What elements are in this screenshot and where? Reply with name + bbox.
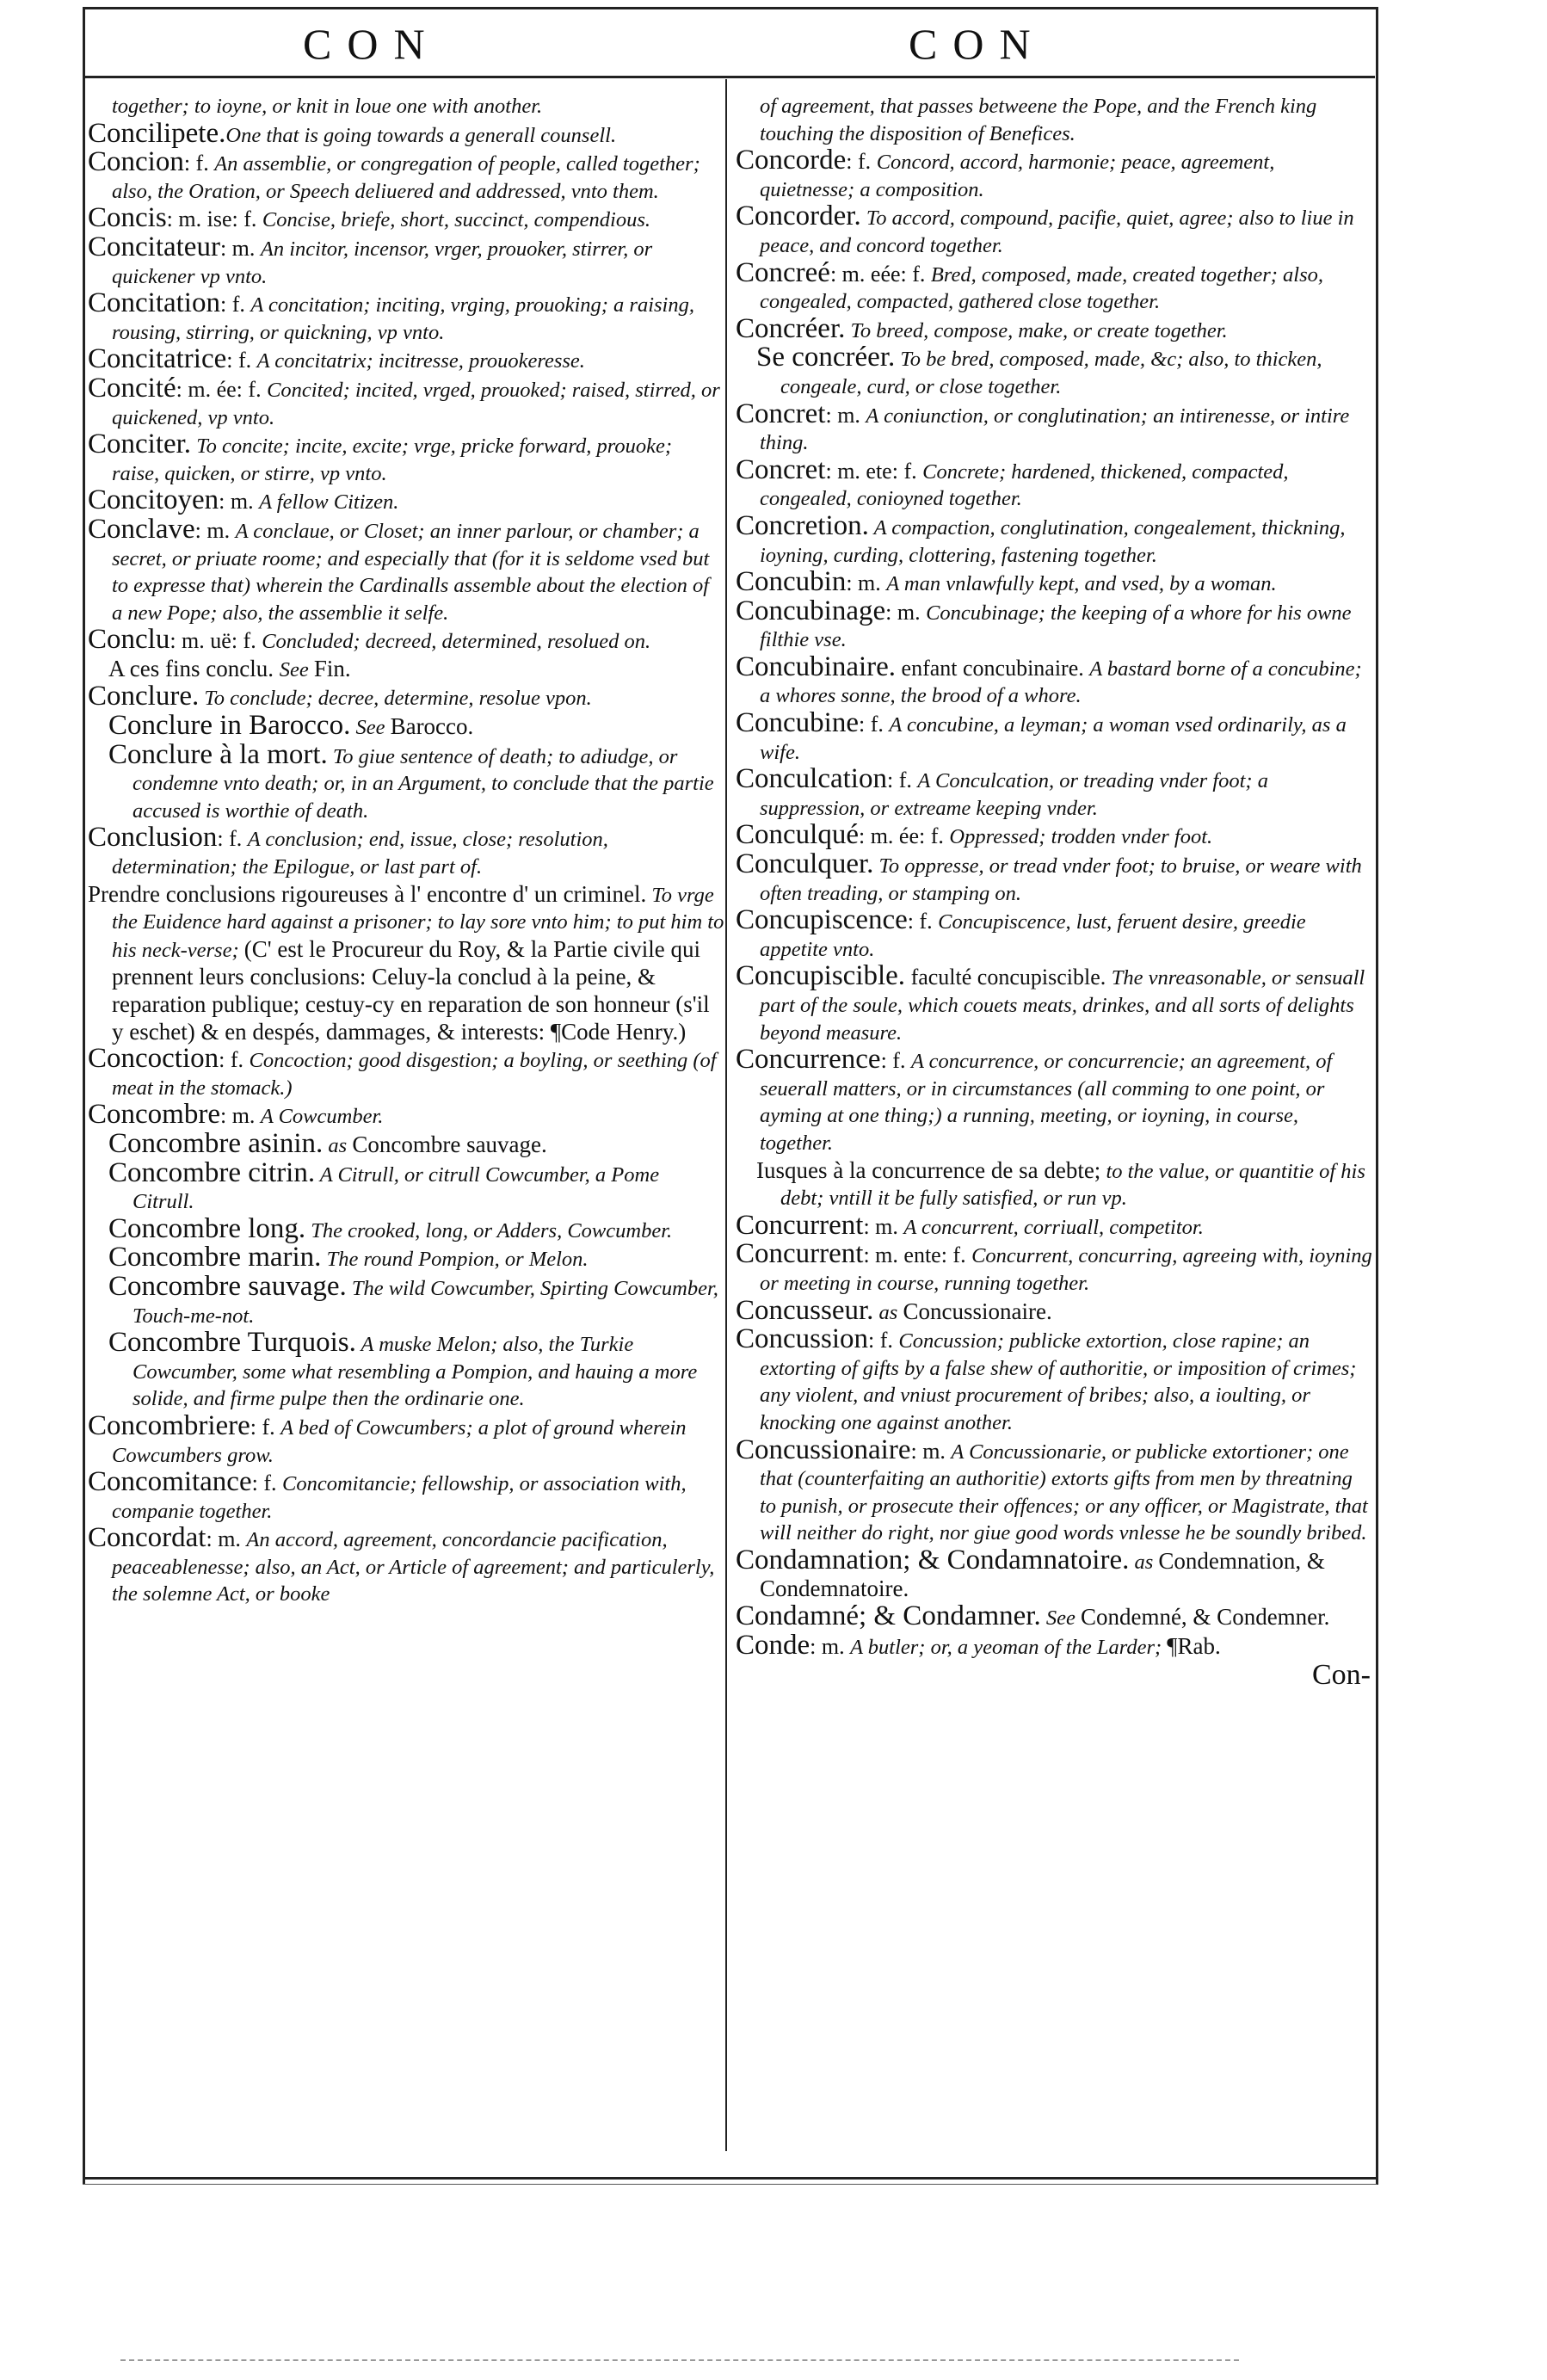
definition: A concurrence, or concurrencie; an agreement, of seuerall matters, or in circumstances (all comming to one point, or ayming at one thing;) a running, meeting, or ioyning, in course, together.	[760, 1050, 1333, 1155]
grammar-note: : f.	[251, 1471, 282, 1496]
definition: as	[323, 1133, 353, 1157]
running-head-left: CON	[303, 20, 441, 68]
grammar-note: : m.	[910, 1438, 952, 1464]
headword: Concupiscence	[736, 904, 908, 936]
dictionary-entry	[88, 1270, 724, 1329]
grammar-note: : m. ée: f.	[858, 823, 950, 849]
headword: Conculquer.	[736, 848, 874, 880]
headword: Concilipete.	[88, 117, 226, 149]
grammar-note: : m.	[863, 1213, 904, 1239]
headword: Concretion.	[736, 509, 869, 541]
dictionary-entry	[736, 93, 1372, 147]
dictionary-entry	[736, 904, 1372, 963]
dictionary-entry	[88, 712, 724, 742]
dictionary-entry	[88, 231, 724, 290]
grammar-note: : f.	[217, 826, 248, 852]
definition: together; to ioyne, or knit in loue one with another.	[112, 95, 543, 118]
dictionary-entry	[736, 509, 1372, 569]
dictionary-entry	[736, 1157, 1372, 1212]
definition: Concussion; publicke extortion, close rapine; an extorting of gifts by a false shew of authoritie, or imposition of crimes; any violent, and vniust procurement of bribes; also, a ioulting, or knocking one against another.	[760, 1329, 1357, 1434]
grammar-note: faculté concupiscible.	[905, 965, 1112, 990]
definition: of agreement, that passes betweene the Pope, and the French king touching the disposition of Benefices.	[760, 95, 1317, 145]
dictionary-entry	[736, 1046, 1372, 1156]
definition: A Citrull, or citrull Cowcumber, a Pome Citrull.	[133, 1162, 660, 1214]
dictionary-entry	[736, 1294, 1372, 1327]
headword: Concret	[736, 398, 826, 429]
definition: Concise, briefe, short, succinct, compendious.	[262, 208, 651, 232]
grammar-note: : m.	[846, 570, 887, 596]
header-rule	[83, 76, 1375, 78]
headword: Concis	[88, 202, 167, 234]
headword: Concusseur.	[736, 1294, 874, 1326]
dictionary-entry	[88, 1127, 724, 1160]
dictionary-entry	[736, 1544, 1372, 1603]
headword: Concussionaire	[736, 1434, 911, 1465]
grammar-note: : m.	[219, 489, 260, 515]
grammar-note: : m.	[885, 599, 927, 625]
headword: Concussion	[736, 1323, 869, 1355]
definition: Concurrent, concurring, agreeing with, ioyning or meeting in course, running together.	[760, 1244, 1372, 1295]
headword: Concréer.	[736, 312, 846, 344]
grammar-note: : m.	[219, 1103, 261, 1129]
definition: Concubinage; the keeping of a whore for his owne filthie vse.	[760, 601, 1352, 652]
headword: Conclure in Barocco.	[108, 710, 351, 742]
definition: A bed of Cowcumbers; a plot of ground wherein Cowcumbers grow.	[112, 1415, 687, 1467]
dictionary-entry	[88, 1212, 724, 1245]
dictionary-entry	[88, 1156, 724, 1216]
definition: The round Pompion, or Melon.	[321, 1248, 589, 1272]
dictionary-entry	[88, 1522, 724, 1608]
dictionary-entry	[88, 626, 724, 656]
definition: Concited; incited, vrged, prouoked; raised, stirred, or quickened, vp vnto.	[112, 378, 720, 429]
dictionary-entry	[88, 343, 724, 375]
page-bottom-edge	[120, 2359, 1239, 2361]
grammar-note: : m. ete: f.	[825, 458, 923, 484]
definition: Bred, composed, made, created together; also, congealed, compacted, gathered close together.	[760, 262, 1323, 314]
definition: See	[1040, 1606, 1081, 1631]
cross-reference: Concombre sauvage.	[352, 1131, 547, 1157]
headword: Conclusion	[88, 822, 218, 854]
definition: A concubine, a leyman; a woman vsed ordinarily, as a wife.	[760, 713, 1347, 764]
headword: Concubinaire.	[736, 650, 897, 682]
definition: Concoction; good disgestion; a boyling, or seething (of meat in the stomack.)	[112, 1049, 717, 1100]
dictionary-entry	[736, 1434, 1372, 1547]
headword: Concombre marin.	[108, 1242, 322, 1273]
running-head-right: CON	[909, 20, 1046, 68]
dictionary-entry	[736, 650, 1372, 710]
dictionary-entry	[88, 484, 724, 516]
grammar-note: : m.	[825, 402, 866, 428]
dictionary-entry	[736, 960, 1372, 1046]
headword: Concombriere	[88, 1409, 250, 1441]
dictionary-entry	[88, 656, 724, 684]
headword: Concreé	[736, 256, 830, 288]
definition: To giue sentence of death; to adiudge, or condemne vnto death; or, in an Argument, to conclude that the partie accused is worthie of death.	[133, 744, 714, 823]
dictionary-entry	[736, 707, 1372, 766]
dictionary-entry	[736, 1209, 1372, 1242]
grammar-note: : m. uë: f.	[169, 628, 262, 654]
grammar-note: : m. ée: f.	[176, 376, 268, 402]
definition: Concord, accord, harmonie; peace, agreement, quietnesse; a composition.	[760, 151, 1275, 201]
dictionary-entry	[736, 147, 1372, 203]
definition: An incitor, incensor, vrger, prouoker, stirrer, or quickener vp vnto.	[112, 237, 653, 288]
dictionary-entry	[88, 738, 724, 825]
grammar-note: : m.	[194, 517, 236, 543]
definition: A butler; or, a yeoman of the Larder;	[850, 1635, 1168, 1659]
grammar-note: : f.	[183, 151, 215, 176]
dictionary-entry	[736, 344, 1372, 400]
definition: To accord, compound, pacifie, quiet, agree; also to liue in peace, and concord together.	[760, 207, 1354, 257]
grammar-note: : f.	[907, 909, 939, 934]
definition: The vnreasonable, or sensuall part of the soule, which couets meats, drinkes, and all sorts of delights beyond measure.	[760, 966, 1365, 1045]
dictionary-entry	[88, 146, 724, 205]
catchword: Con-	[1312, 1659, 1371, 1692]
grammar-note: : f.	[219, 292, 251, 318]
headword: Concubinage	[736, 595, 886, 626]
grammar-note: : m.	[219, 235, 261, 261]
headword: Concion	[88, 146, 184, 178]
definition: To concite; incite, excite; vrge, pricke forward, prouoke; raise, quicken, or stirre, vp vnto.	[112, 435, 673, 485]
headword: Conde	[736, 1629, 810, 1661]
definition: Oppressed; trodden vnder foot.	[949, 825, 1213, 849]
cross-reference: Concussionaire.	[903, 1298, 1052, 1324]
definition: A muske Melon; also, the Turkie Cowcumber, some what resembling a Pompion, and hauing a more solide, and firme pulpe then the ordinarie one.	[133, 1333, 698, 1411]
definition: as	[1129, 1550, 1159, 1574]
headword: Concitatrice	[88, 343, 227, 375]
dictionary-entry	[88, 881, 724, 1046]
headword: Conclure à la mort.	[108, 738, 328, 770]
headword: Concupiscible.	[736, 960, 906, 992]
french-phrase: A ces fins conclu.	[108, 655, 280, 681]
headword: Concombre	[88, 1099, 220, 1131]
grammar-note: : m. ente: f.	[863, 1242, 972, 1268]
dictionary-entry	[88, 824, 724, 880]
dictionary-entry	[736, 595, 1372, 654]
definition: The wild Cowcumber, Spirting Cowcumber, Touch-me-not.	[133, 1276, 718, 1328]
dictionary-entry	[736, 200, 1372, 259]
grammar-note: : f.	[226, 348, 257, 373]
headword: Concombre sauvage.	[108, 1270, 347, 1302]
dictionary-entry	[736, 1629, 1372, 1662]
definition: To oppresse, or tread vnder foot; to bruise, or weare with often treading, or stamping on.	[760, 854, 1362, 905]
headword: Concitateur	[88, 231, 220, 262]
definition: Concomitancie; fellowship, or association with, companie together.	[112, 1472, 687, 1523]
headword: Conclave	[88, 513, 195, 545]
headword: Concité	[88, 372, 176, 404]
headword: Conculcation	[736, 763, 887, 795]
dictionary-entry	[88, 1244, 724, 1273]
definition: To be bred, composed, made, &c; also, to thicken, congeale, curd, or close together.	[780, 348, 1322, 398]
definition: To breed, compose, make, or create together.	[845, 318, 1228, 342]
grammar-note: : f.	[219, 1047, 250, 1073]
dictionary-entry	[88, 1409, 724, 1469]
definition: A concurrent, corriuall, competitor.	[903, 1215, 1204, 1239]
definition: A compaction, conglutination, congealement, thickning, ioyning, curding, clottering, fastening together.	[760, 515, 1346, 567]
dictionary-entry	[88, 431, 724, 487]
dictionary-entry	[88, 1045, 724, 1101]
definition: To conclude; decree, determine, resolue vpon.	[199, 687, 592, 711]
dictionary-entry	[736, 256, 1372, 316]
definition: Concupiscence, lust, feruent desire, greedie appetite vnto.	[760, 910, 1306, 961]
bottom-rule-thin	[83, 2184, 1377, 2185]
headword: Conciter.	[88, 429, 192, 460]
definition: A concitation; inciting, vrging, prouoking; a raising, rousing, stirring, or quickning, vp vnto.	[112, 293, 694, 344]
definition: to the value, or quantitie of his debt; vntill it be fully satisfied, or run vp.	[780, 1159, 1365, 1211]
french-phrase: Prendre conclusions rigoureuses à l' encontre d' un criminel.	[88, 880, 647, 907]
dictionary-entry	[736, 848, 1372, 907]
definition: An accord, agreement, concordancie pacification, peaceablenesse; also, an Act, or Article of agreement; and particulerly, the solemne Act, or booke	[112, 1528, 715, 1606]
headword: Concordat	[88, 1522, 206, 1554]
cross-reference: Fin.	[313, 655, 351, 681]
definition: A Cowcumber.	[260, 1105, 384, 1129]
grammar-note: enfant concubinaire.	[896, 655, 1090, 681]
dictionary-entry	[88, 513, 724, 626]
headword: Concurrent	[736, 1209, 864, 1241]
grammar-note: : m. ise: f.	[166, 207, 262, 232]
headword: Concret	[736, 453, 826, 485]
headword: Condamné; & Condamner.	[736, 1600, 1041, 1632]
definition: A conclusion; end, issue, close; resolution, determination; the Epilogue, or last part of.	[112, 828, 608, 879]
grammar-note: : m. eée: f.	[829, 261, 931, 287]
headword: Concombre Turquois.	[108, 1327, 356, 1359]
headword: Concurrence	[736, 1044, 881, 1076]
dictionary-entry	[88, 287, 724, 346]
cross-reference: Condemnation, & Condemnatoire.	[760, 1547, 1325, 1602]
headword: Concombre asinin.	[108, 1127, 324, 1159]
right-column	[736, 93, 1372, 1692]
definition: A bastard borne of a concubine; a whores sonne, the brood of a whore.	[760, 657, 1362, 708]
dictionary-entry	[736, 453, 1372, 513]
dictionary-entry	[88, 1329, 724, 1413]
cross-reference: (C' est le Procureur du Roy, & la Partie civile qui prennent leurs conclusions: Celuy-la conclud à la peine, & reparation publique; cestuy-cy en reparation de son honneur (s'il y eschet) & en despés, dammages, & interests: ¶Code Henry.)	[112, 935, 710, 1045]
headword: Concombre citrin.	[108, 1156, 316, 1188]
dictionary-entry	[88, 93, 724, 120]
definition: A coniunction, or conglutination; an intirenesse, or intire thing.	[760, 404, 1350, 455]
dictionary-entry	[736, 819, 1372, 851]
definition: The crooked, long, or Adders, Cowcumber.	[305, 1218, 673, 1242]
grammar-note: : f.	[846, 149, 877, 175]
definition: An assemblie, or congregation of people, called together; also, the Oration, or Speech deliuered and addressed, vnto them.	[112, 152, 700, 203]
dictionary-entry	[736, 763, 1372, 822]
definition: See	[350, 716, 391, 740]
headword: Concitation	[88, 287, 220, 319]
headword: Concoction	[88, 1043, 219, 1075]
left-column	[88, 93, 724, 1608]
dictionary-entry	[88, 372, 724, 431]
headword: Concurrent	[736, 1238, 864, 1270]
headword: Conclu	[88, 624, 170, 656]
grammar-note: : f.	[880, 1048, 911, 1074]
grammar-note: : f.	[858, 712, 890, 737]
definition: One that is going towards a generall counsell.	[225, 123, 617, 147]
bottom-rule	[83, 2177, 1377, 2180]
definition: A Concussionarie, or publicke extortioner; one that (counterfaiting an authoritie) extorts gifts from men by threatning to punish, or prosecute their offences; or any officer, or Magistrate, that will neither do right, nor giue good words vnlesse he be soundly bribed.	[760, 1440, 1368, 1545]
definition: A man vnlawfully kept, and vsed, by a woman.	[886, 572, 1277, 596]
definition: A concitatrix; incitresse, prouokeresse.	[256, 349, 585, 373]
headword: Concubin	[736, 566, 847, 598]
cross-reference: Condemné, & Condemner.	[1080, 1604, 1330, 1631]
headword: Concombre long.	[108, 1212, 306, 1244]
headword: Concitoyen	[88, 484, 219, 516]
dictionary-entry	[736, 312, 1372, 345]
dictionary-entry	[88, 202, 724, 234]
dictionary-entry	[736, 1600, 1372, 1632]
dictionary-entry	[88, 683, 724, 712]
headword: Concubine	[736, 707, 859, 739]
definition: A conclaue, or Closet; an inner parlour, or chamber; a secret, or priuate roome; and especially that (for it is seldome vsed but to expresse that) wherein the Cardinalls assemble about the election of a new Pope; also, the assemblie it selfe.	[112, 519, 710, 625]
definition: A fellow Citizen.	[259, 490, 399, 515]
definition: Concrete; hardened, thickened, compacted, congealed, conioyned together.	[760, 459, 1289, 511]
headword: Concomitance	[88, 1466, 252, 1498]
headword: Conclure.	[88, 681, 200, 712]
dictionary-entry	[736, 1323, 1372, 1436]
dictionary-entry	[88, 1466, 724, 1525]
headword: Condamnation; & Condamnatoire.	[736, 1544, 1130, 1575]
dictionary-entry	[736, 566, 1372, 598]
definition: Concluded; decreed, determined, resolued on.	[262, 630, 651, 654]
grammar-note: : f.	[886, 768, 918, 793]
definition: as	[873, 1300, 903, 1324]
definition: To vrge the Euidence hard against a prisoner; to lay sore vnto him; to put him to his neck-verse;	[112, 883, 724, 962]
headword: Se concréer.	[756, 342, 896, 373]
dictionary-entry	[88, 117, 724, 150]
cross-reference: ¶Rab.	[1167, 1632, 1221, 1659]
french-phrase: Iusques à la concurrence de sa debte;	[756, 1156, 1101, 1183]
column-divider	[725, 79, 727, 2151]
grammar-note: : m.	[810, 1633, 851, 1659]
headword: Concorde	[736, 145, 847, 176]
headword: Concorder.	[736, 200, 861, 232]
dictionary-entry	[88, 1101, 724, 1131]
grammar-note: : f.	[868, 1328, 899, 1353]
headword: Conculqué	[736, 819, 859, 851]
dictionary-entry	[736, 398, 1372, 457]
cross-reference: Barocco.	[390, 713, 474, 740]
grammar-note: : m.	[206, 1526, 247, 1552]
definition: A Conculcation, or treading vnder foot; a suppression, or extreame keeping vnder.	[760, 769, 1268, 820]
definition: See	[279, 657, 314, 681]
grammar-note: : f.	[250, 1414, 281, 1440]
dictionary-entry	[736, 1238, 1372, 1297]
